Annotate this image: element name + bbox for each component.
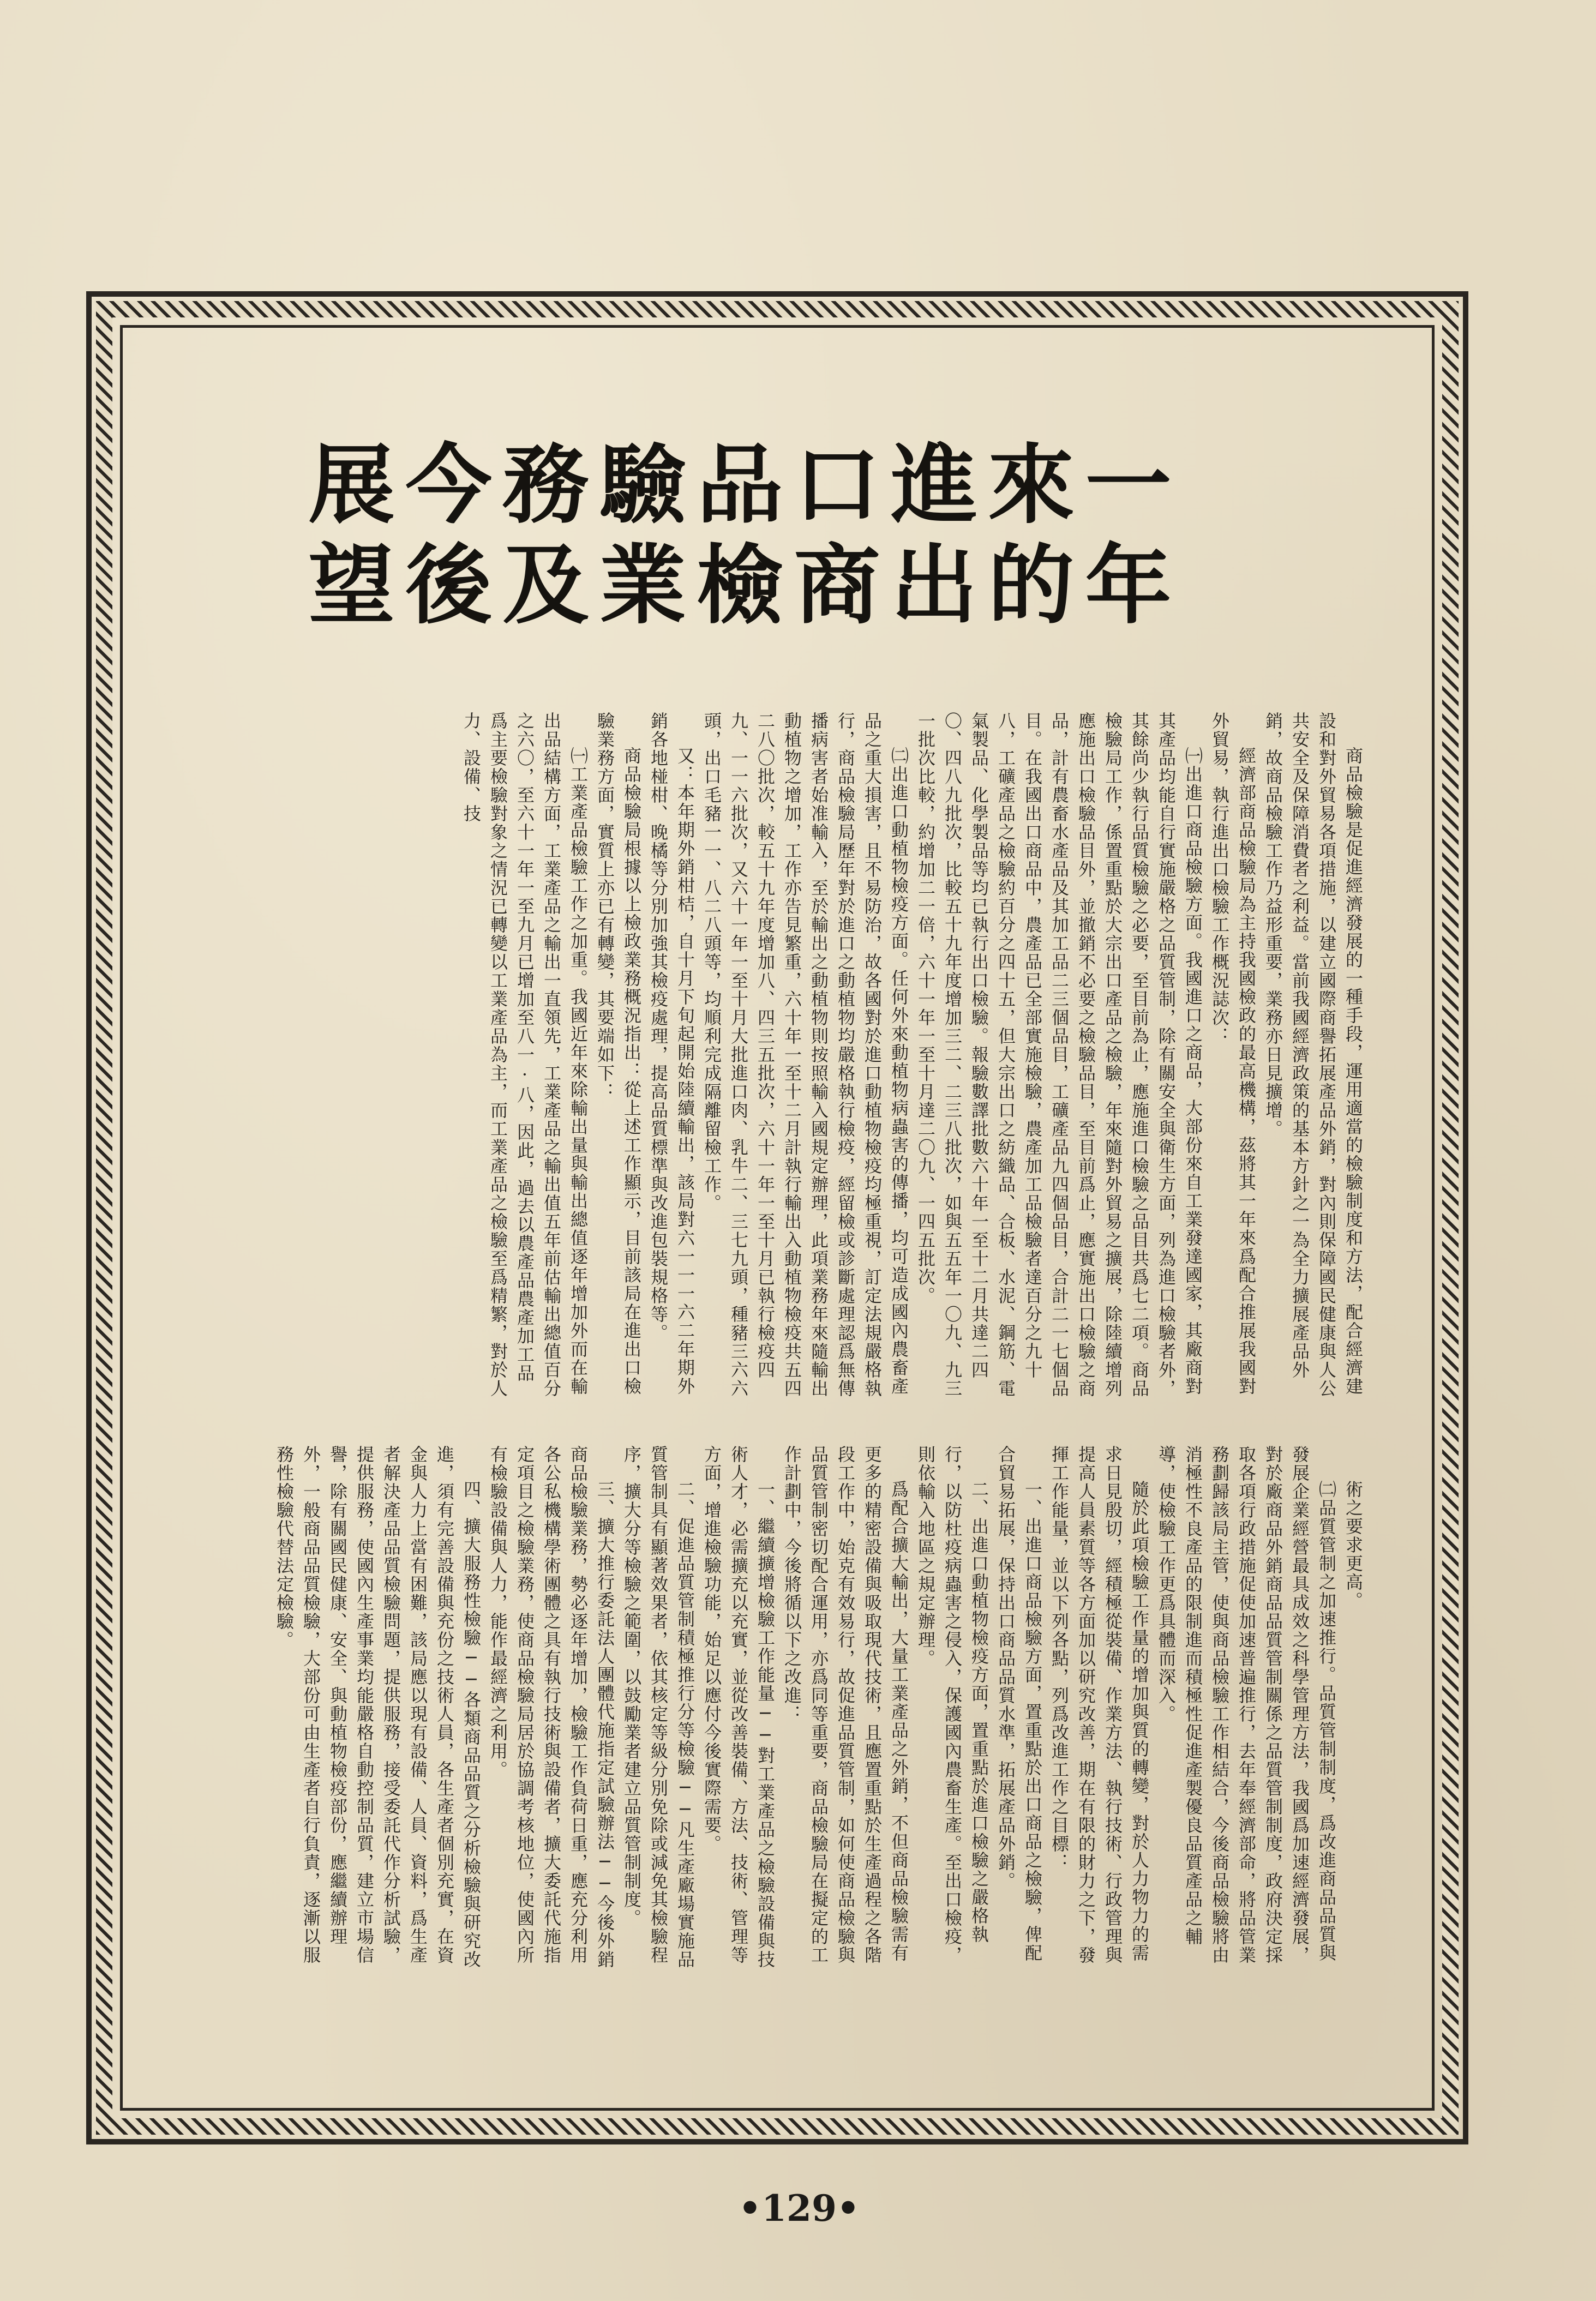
title-column-7: 務及	[488, 439, 589, 640]
page-number: •129•	[738, 2187, 860, 2230]
title-column-5: 品檢	[682, 439, 783, 640]
title-column-8: 今後	[391, 439, 492, 640]
paragraph: ㈡品質管制之加速推行。品質管制制度，爲改進商品品質與發展企業經營最具成效之科學管理方法，我國爲加速經濟發展，對於廠商品外銷商品品質管制關係之品質管制制度，政府決定採取各項行政措施促使加速普遍推行，去年奉經濟部命，將品管業務劃歸該局主管，使與商品檢驗工作相結合，今後商品檢驗將由消極性不良產品的限制進而積極性促進產製優良品質產品之輔導，使檢驗工作更爲具體而深入。	[1156, 1445, 1337, 1964]
paragraph: ㈠工業產品檢驗工作之加重。我國近年來除輸出量與輸出總值逐年增加外而在輸出品結構方面，工業產品之輸出一直領先，工業產品之輸出值五年前估輸出總值百分之六〇，至六十一年一至九月已增加至八一·八，因此，過去以農產品農產加工品爲主要檢驗對象之情況已轉變以工業產品為主，而工業產品之檢驗至爲精繁，對於人力、設備、技	[461, 712, 589, 1398]
title-column-6: 驗業	[585, 439, 686, 640]
article-body-upper	[240, 712, 1366, 1398]
paragraph: 一、繼續擴增檢驗工作能量──對工業產品之檢驗設備與技術人才，必需擴充以充實，並從改善裝備、方法、技術、管理等方面，增進檢驗功能，始足以應付今後實際需要。	[701, 1445, 776, 1969]
paragraph: 一、出進口商品檢驗方面，置重點於出口商品之檢驗，俾配合貿易拓展，保持出口商品品質水準，拓展產品外銷。	[995, 1445, 1043, 1962]
article-body-lower	[240, 1445, 1366, 1969]
paragraph: 四、擴大服務性檢驗──各類商品品質之分析檢驗與研究改進，須有完善設備與充份之技術人員，各生產者個別充實，在資金與人力上當有困難，該局應以現有設備、人員、資料，爲生產者解決產品品質檢驗問題，提供服務，接受委託代作分析試驗，提供服務，使國內生產事業均能嚴格自動控制品質，建立市場信譽，除有關國民健康、安全、與動植物檢疫部份，應繼續辦理外，一般商品品質檢驗，大部份可由生產者自行負責，逐漸以服務性檢驗代替法定檢驗。	[274, 1445, 482, 1969]
paragraph: 商品檢驗是促進經濟發展的一種手段，運用適當的檢驗制度和方法，配合經濟建設和對外貿易各項措施，以建立國際商譽拓展產品外銷，對內則保障國民健康與人公共安全及保障消費者之利益。當前我國經濟政策的基本方針之一為全力擴展產品外銷，故商品檢驗工作乃益形重要，業務亦日見擴增。	[1263, 712, 1364, 1398]
paragraph: 三、擴大推行委託法人團體代施指定試驗辦法──今後外銷商品檢驗業務，勢必逐年增加，檢驗工作負荷日重，應充分利用各公私機構學術團體之具有執行技術與設備者，擴大委託代施指定項目之檢驗業務，使商品檢驗局居於協調考核地位，使國內所有檢驗設備與人力，能作最經濟之利用。	[488, 1445, 615, 1969]
title-column-1: 一年	[1071, 439, 1172, 640]
title-column-2: 來的	[974, 439, 1075, 640]
paragraph: 術之要求更高。	[1343, 1480, 1364, 1610]
paragraph: 商品檢驗局根據以上檢政業務概況指出：從上述工作顯示，目前該局在進出口檢驗業務方面，實質上亦已有轉變，其要端如下：	[595, 712, 642, 1396]
title-column-4: 口商	[779, 439, 880, 640]
title-column-9: 展望	[294, 439, 395, 640]
paragraph: 二、促進品質管制積極推行分等檢驗──凡生產廠場實施品質管制具有顯著效果者，依其核定等級分別免除或減免其檢驗程序，擴大分等檢驗之範圍，以鼓勵業者建立品質管制制度。	[621, 1445, 695, 1969]
paragraph: ㈡出進口動植物檢疫方面。任何外來動植物病蟲害的傳播，均可造成國內農畜產品之重大損害，且不易防治，故各國對於進口動植物檢疫均極重視，訂定法規嚴格執行，商品檢驗局歷年對於進口之動植物均嚴格執行檢疫，經留檢或診斷處理認爲無傳播病害者始准輸入，至於輸出之動植物則按照輸入國規定辦理，此項業務年來隨輸出動植物之增加，工作亦告見繁重，六十年一至十二月計執行輸出入動植物檢疫共五四二八〇批次，較五十九年度增加八、四三五批次，六十一年一至十月已執行檢疫四九、一一六批次，又六十一年一至十月大批進口肉、乳牛二、三七九頭，種豬三六六頭，出口毛豬一一、八二八頭等，均順利完成隔離留檢工作。	[701, 712, 909, 1398]
title-column-3: 進出	[877, 439, 977, 640]
paragraph: ㈠出進口商品檢驗方面。我國進口之商品，大部份來自工業發達國家，其廠商對其產品均能自行實施嚴格之品質管制，除有關安全與衛生方面，列為進口檢驗者外，其餘尚少執行品質檢驗之必要，至目前為止，應施進口檢驗之品目共爲七二項。商品檢驗局工作，係置重點於大宗出口產品之檢驗，年來隨對外貿易之擴展，除陸續增列應施出口檢驗品目外，並撤銷不必要之檢驗品目，至目前爲止，應實施出口檢驗之商品，計有農畜水產品及其加工品二三個品目，工礦產品九四個品目，合計二一七個品目。在我國出口商品中，農產品已全部實施檢驗，農產加工品檢驗者達百分之九十八，工礦產品之檢驗約百分之四十五，但大宗出口之紡織品、合板、水泥、鋼筋、電氣製品、化學製品等均已執行出口檢驗。報驗數譯批數六十年一至十二月共達二四〇、四八九批次，比較五十九年度增加三二、二三八批次，如與五五年一〇九、九三一批次比較，約增加二一倍，六十一年一至十月達二〇九、一四五批次。	[915, 712, 1203, 1398]
paragraph: 隨於此項檢驗工作量的增加與質的轉變，對於人力物力的需求日見殷切，經積極從裝備、作業方法、執行技術、行政管理與提高人員素質等各方面加以研究改善，期在有限的財力之下，發揮工作能量，並以下列各點，列爲改進工作之目標：	[1049, 1445, 1150, 1964]
paragraph: 爲配合擴大輸出，大量工業產品之外銷，不但商品檢驗需有更多的精密設備與吸取現代技術，且應置重點於生產過程之各階段工作中，始克有效易行，故促進品質管制，如何使商品檢驗與品質管制密切配合運用，亦爲同等重要，商品檢驗局在擬定的工作計劃中，今後將循以下之改進：	[782, 1445, 909, 1964]
paragraph: 又：本年期外銷柑桔，自十月下旬起開始陸續輸出，該局對六一一一六二年期外銷各地椪柑、晚橘等分別加強其檢疫處理，提高品質標準與改進包裝規格等。	[648, 712, 695, 1396]
paragraph: 二、出進口動植物檢疫方面，置重點於進口檢驗之嚴格執行，以防杜疫病蟲害之侵入，保護國內農畜生產。至出口檢疫，則依輸入地區之規定辦理。	[915, 1445, 989, 1964]
paragraph: 經濟部商品檢驗局為主持我國檢政的最高機構，茲將其一年來爲配合推展我國對外貿易，執行進出口檢驗工作概況誌次：	[1209, 712, 1257, 1396]
